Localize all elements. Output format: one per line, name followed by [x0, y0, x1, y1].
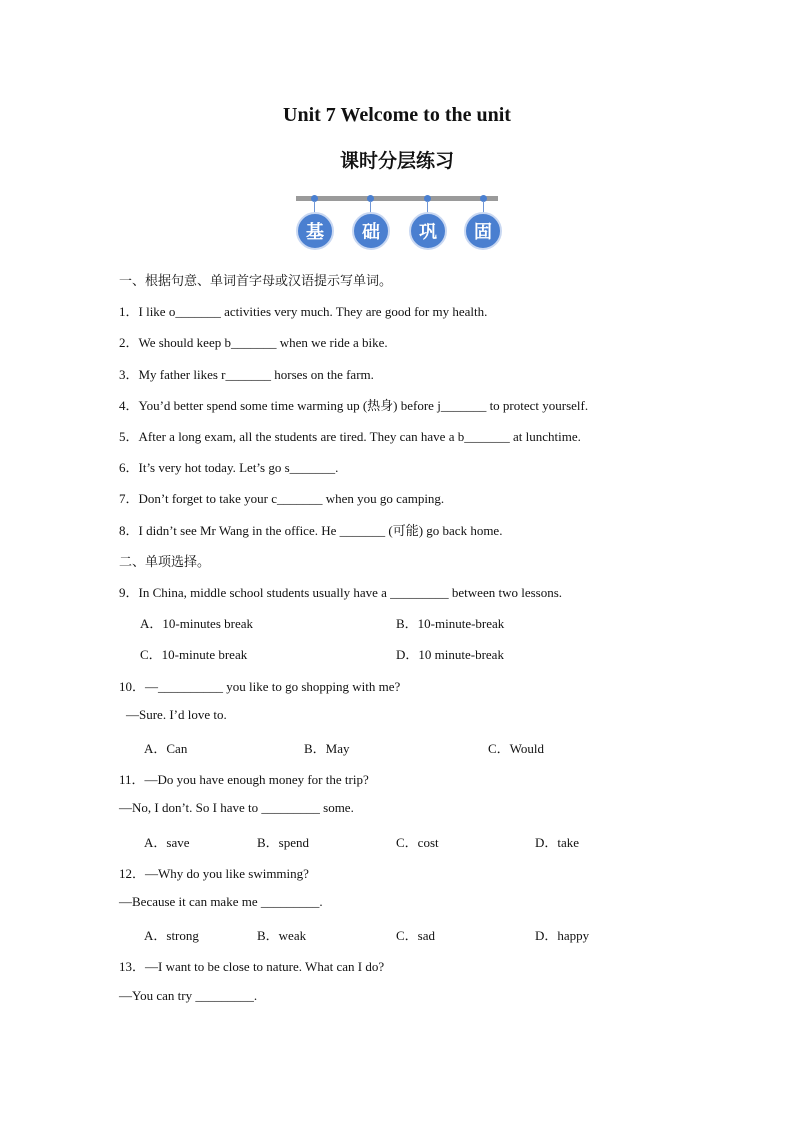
page-subtitle: 课时分层练习: [339, 150, 454, 172]
q11-option-c: C．cost: [396, 835, 439, 850]
q11-option-b: B．spend: [257, 835, 310, 850]
q9-option-c: C．10-minute break: [140, 647, 248, 662]
page-title: Unit 7 Welcome to the unit: [283, 104, 511, 126]
q12-option-d: D．happy: [535, 928, 590, 943]
banner-bar: [296, 196, 498, 201]
question-13: 13．—I want to be close to nature. What can I do?: [119, 959, 385, 974]
q10-option-c: C．Would: [488, 741, 545, 756]
question-7: 7．Don’t forget to take your c_______ when you go camping.: [119, 491, 445, 506]
question-12: 12．—Why do you like swimming?: [119, 866, 309, 881]
q9-option-a: A．10-minutes break: [140, 616, 254, 631]
section-2-heading: 二、单项选择。: [119, 555, 211, 570]
question-3: 3．My father likes r_______ horses on the farm.: [119, 367, 374, 382]
q11-option-d: D．take: [535, 835, 580, 850]
question-6: 6．It’s very hot today. Let’s go s_______.: [119, 460, 339, 475]
section-1-heading: 一、根据句意、单词首字母或汉语提示写单词。: [119, 274, 393, 289]
banner-char-2: 础: [352, 212, 390, 250]
q12-option-b: B．weak: [257, 928, 307, 943]
question-8: 8．I didn’t see Mr Wang in the office. He _______ (可能) go back home.: [119, 523, 503, 538]
q12-option-c: C．sad: [396, 928, 436, 943]
banner-char-1: 基: [296, 212, 334, 250]
q12-option-a: A．strong: [144, 928, 199, 943]
q10-option-b: B．May: [304, 741, 350, 756]
q10-option-a: A．Can: [144, 741, 188, 756]
q10-reply: —Sure. I’d love to.: [126, 707, 227, 722]
q9-option-b: B．10-minute-break: [396, 616, 505, 631]
question-5: 5．After a long exam, all the students are tired. They can have a b_______ at lunchtime.: [119, 429, 581, 444]
q9-option-d: D．10 minute-break: [396, 647, 504, 662]
question-10: 10．—__________ you like to go shopping with me?: [119, 679, 401, 694]
q11-reply: —No, I don’t. So I have to _________ some.: [119, 800, 354, 815]
question-9: 9．In China, middle school students usually have a _________ between two lessons.: [119, 585, 563, 600]
banner-char-3: 巩: [409, 212, 447, 250]
question-1: 1．I like o_______ activities very much. They are good for my health.: [119, 304, 488, 319]
section-banner: [296, 192, 502, 254]
q11-option-a: A．save: [144, 835, 190, 850]
question-2: 2．We should keep b_______ when we ride a bike.: [119, 335, 388, 350]
question-11: 11．—Do you have enough money for the trip?: [119, 772, 369, 787]
q13-reply: —You can try _________.: [119, 988, 258, 1003]
banner-char-4: 固: [464, 212, 502, 250]
question-4: 4．You’d better spend some time warming up (热身) before j_______ to protect yourself.: [119, 398, 589, 413]
q12-reply: —Because it can make me _________.: [119, 894, 323, 909]
